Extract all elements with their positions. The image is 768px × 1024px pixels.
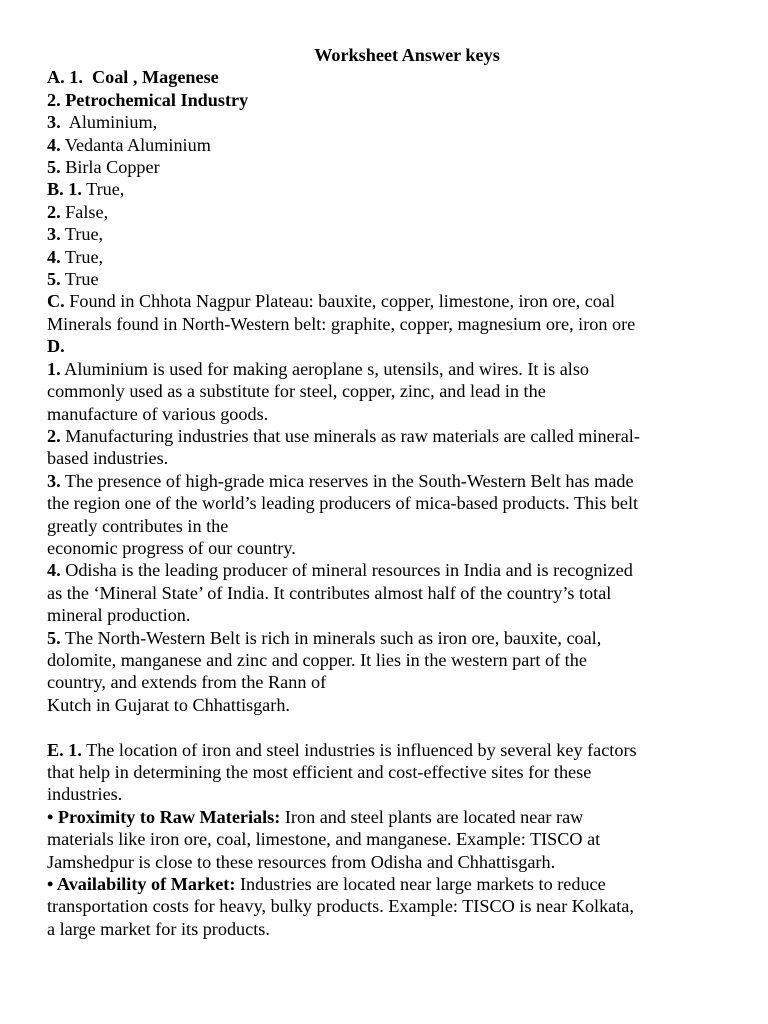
answer-b5	[47, 268, 747, 290]
answer-text: Aluminium,	[60, 112, 158, 133]
answer-d3	[47, 470, 747, 492]
answer-d5	[47, 627, 747, 649]
answer-label: 1.	[47, 358, 61, 379]
answer-d5-cont: country, and extends from the Rann of	[47, 672, 327, 693]
answer-label: 5.	[47, 627, 61, 648]
answer-d5-cont: dolomite, manganese and zinc and copper. It lies in the western part of the	[47, 649, 587, 670]
bullet-market	[47, 873, 747, 895]
answer-d1-cont: manufacture of various goods.	[47, 403, 269, 424]
answer-text: Manufacturing industries that use minerals as raw materials are called mineral-	[60, 425, 640, 446]
answer-text: Aluminium is used for making aeroplane s, utensils, and wires. It is also	[60, 358, 590, 379]
answer-d3-cont: the region one of the world’s leading producers of mica-based products. This belt	[47, 493, 639, 514]
answer-a3	[47, 111, 747, 133]
answer-label: 5.	[47, 157, 61, 178]
answer-d1	[47, 358, 747, 380]
answer-d2	[47, 425, 747, 447]
answer-text: Birla Copper	[60, 157, 160, 178]
answer-text: Petrochemical Industry	[60, 89, 249, 110]
answer-label: 2.	[47, 425, 61, 446]
answer-text: True	[60, 269, 99, 290]
answer-label: 3.	[47, 112, 61, 133]
answer-b3	[47, 223, 747, 245]
answer-label: 4.	[47, 246, 61, 267]
bullet-raw-materials	[47, 806, 747, 828]
answer-text: True,	[60, 224, 104, 245]
answer-label: C.	[47, 291, 65, 312]
answer-text: Found in Chhota Nagpur Plateau: bauxite, copper, limestone, iron ore, coal	[64, 291, 616, 312]
answer-d3-cont: greatly contributes in the	[47, 515, 229, 536]
answer-label: E. 1.	[47, 739, 82, 760]
bullet-raw-materials-cont: materials like iron ore, coal, limestone, and manganese. Example: TISCO at	[47, 829, 601, 850]
answer-e1	[47, 739, 747, 761]
answer-d5-cont: Kutch in Gujarat to Chhattisgarh.	[47, 694, 290, 715]
answer-a1	[47, 66, 747, 88]
answer-c-line2: Minerals found in North-Western belt: graphite, copper, magnesium ore, iron ore	[47, 313, 636, 334]
answer-text: False,	[60, 201, 109, 222]
answer-b4	[47, 246, 747, 268]
answer-label: A. 1.	[47, 67, 83, 88]
answer-label: D.	[47, 336, 65, 357]
answer-b1	[47, 178, 747, 200]
answer-d2-cont: based industries.	[47, 448, 169, 469]
answer-a4	[47, 134, 747, 156]
answer-a2	[47, 89, 747, 111]
answer-text: True,	[60, 246, 104, 267]
bullet-market-cont: transportation costs for heavy, bulky products. Example: TISCO is near Kolkata,	[47, 896, 634, 917]
answer-b2	[47, 201, 747, 223]
answer-e1-cont: industries.	[47, 784, 123, 805]
bullet-heading: • Proximity to Raw Materials:	[47, 806, 281, 827]
answer-text: The presence of high-grade mica reserves in the South-Western Belt has made	[60, 470, 634, 491]
answer-c-line1	[47, 290, 747, 312]
answer-text: Odisha is the leading producer of mineral resources in India and is recognized	[60, 560, 633, 581]
answer-label: 3.	[47, 224, 61, 245]
answer-d4-cont: mineral production.	[47, 605, 191, 626]
bullet-heading: • Availability of Market:	[47, 874, 236, 895]
answer-text: Coal , Magenese	[82, 67, 219, 88]
answer-d4-cont: as the ‘Mineral State’ of India. It contributes almost half of the country’s total	[47, 582, 612, 603]
bullet-text: Industries are located near large markets to reduce	[235, 874, 606, 895]
answer-label: B. 1.	[47, 179, 82, 200]
answer-label: 4.	[47, 560, 61, 581]
answer-d1-cont: commonly used as a substitute for steel, copper, zinc, and lead in the	[47, 381, 546, 402]
answer-e1-cont: that help in determining the most efficient and cost-effective sites for these	[47, 761, 592, 782]
bullet-market-cont: a large market for its products.	[47, 918, 270, 939]
answer-a5	[47, 156, 747, 178]
answer-text: Vedanta Aluminium	[60, 134, 211, 155]
answer-d3-cont: economic progress of our country.	[47, 537, 296, 558]
bullet-raw-materials-cont: Jamshedpur is close to these resources from Odisha and Chhattisgarh.	[47, 851, 556, 872]
answer-label: 2.	[47, 201, 61, 222]
spacer	[47, 716, 747, 738]
answer-label: 4.	[47, 134, 61, 155]
answer-text: The North-Western Belt is rich in minerals such as iron ore, bauxite, coal,	[60, 627, 602, 648]
page-title: Worksheet Answer keys	[314, 45, 500, 65]
answer-d4	[47, 559, 747, 581]
section-d-heading	[47, 335, 747, 357]
bullet-text: Iron and steel plants are located near raw	[280, 806, 584, 827]
answer-label: 2.	[47, 89, 61, 110]
answer-label: 5.	[47, 269, 61, 290]
answer-text: The location of iron and steel industries is influenced by several key factors	[81, 739, 637, 760]
worksheet-page	[47, 44, 747, 940]
answer-text: True,	[81, 179, 125, 200]
answer-label: 3.	[47, 470, 61, 491]
